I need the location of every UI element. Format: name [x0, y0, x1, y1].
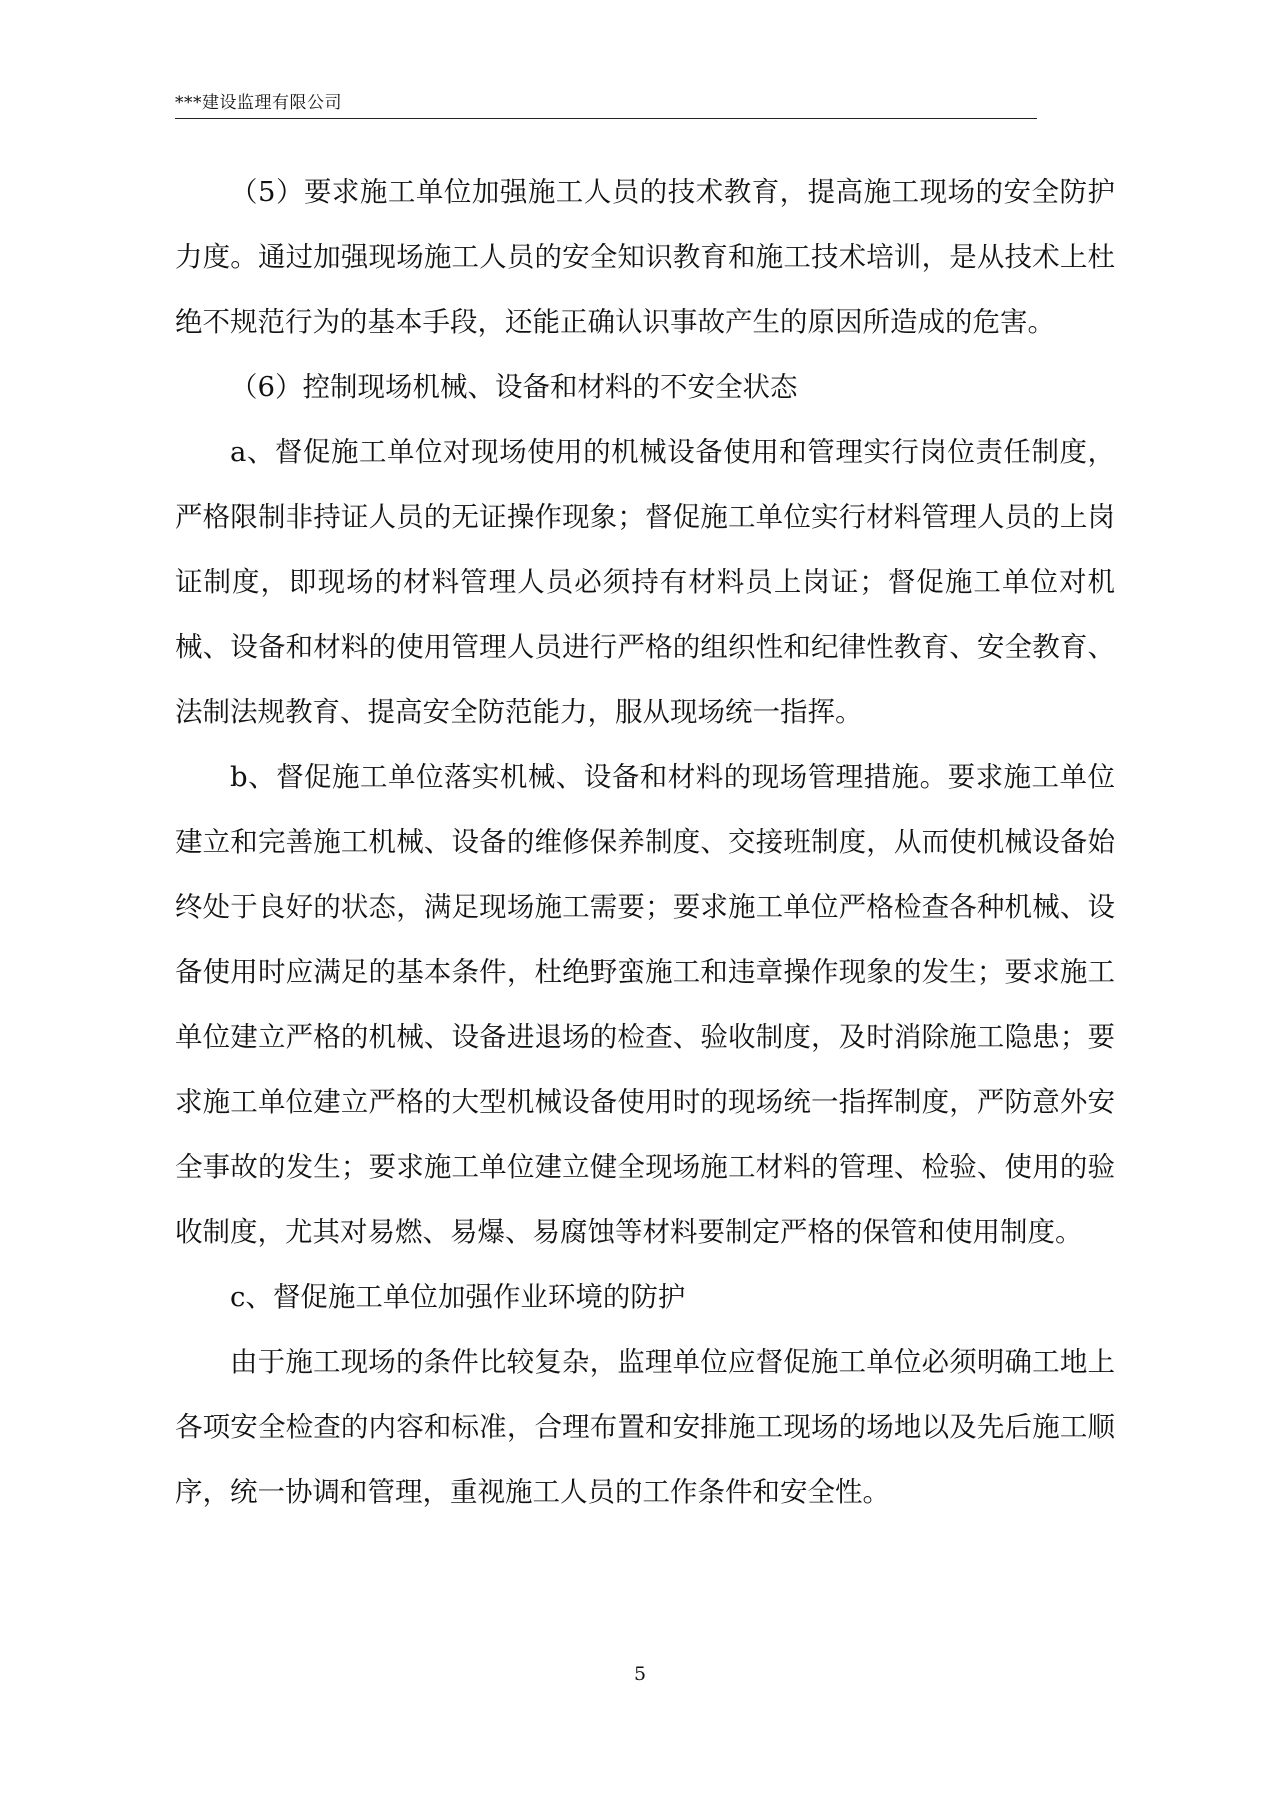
paragraph-6-heading: （6）控制现场机械、设备和材料的不安全状态	[230, 371, 798, 403]
company-name: ***建设监理有限公司	[175, 93, 342, 113]
paragraph-b-machinery-management: b、督促施工单位落实机械、设备和材料的现场管理措施。要求施工单位建立和完善施工机械、设备的维修保养制度、交接班制度，从而使机械设备始终处于良好的状态，满足现场施工需要；要求施工单位严格检查各种机械、设备使用时应满足的基本条件，杜绝野蛮施工和违章操作现象的发生；要求施工单位建立严格的机械、设备进退场的检查、验收制度，及时消除施工隐患；要求施工单位建立严格的大型机械设备使用时的现场统一指挥制度，严防意外安全事故的发生；要求施工单位建立健全现场施工材料的管理、检验、使用的验收制度，尤其对易燃、易爆、易腐蚀等材料要制定严格的保管和使用制度。	[175, 761, 1115, 1248]
paragraph-5-tech-education: （5）要求施工单位加强施工人员的技术教育，提高施工现场的安全防护力度。通过加强现场施工人员的安全知识教育和施工技术培训，是从技术上杜绝不规范行为的基本手段，还能正确认识事故产生的原因所造成的危害。	[175, 176, 1115, 338]
paragraph-c-heading: c、督促施工单位加强作业环境的防护	[230, 1281, 686, 1313]
paragraph-a-machinery-responsibility: a、督促施工单位对现场使用的机械设备使用和管理实行岗位责任制度，严格限制非持证人员的无证操作现象；督促施工单位实行材料管理人员的上岗证制度，即现场的材料管理人员必须持有材料员上岗证；督促施工单位对机械、设备和材料的使用管理人员进行严格的组织性和纪律性教育、安全教育、法制法规教育、提高安全防范能力，服从现场统一指挥。	[175, 436, 1115, 728]
document-body	[175, 160, 1115, 1525]
page-header	[175, 92, 1037, 119]
page-number: 5	[633, 1663, 647, 1685]
paragraph-site-conditions: 由于施工现场的条件比较复杂，监理单位应督促施工单位必须明确工地上各项安全检查的内容和标准，合理布置和安排施工现场的场地以及先后施工顺序，统一协调和管理，重视施工人员的工作条件和安全性。	[175, 1346, 1115, 1508]
